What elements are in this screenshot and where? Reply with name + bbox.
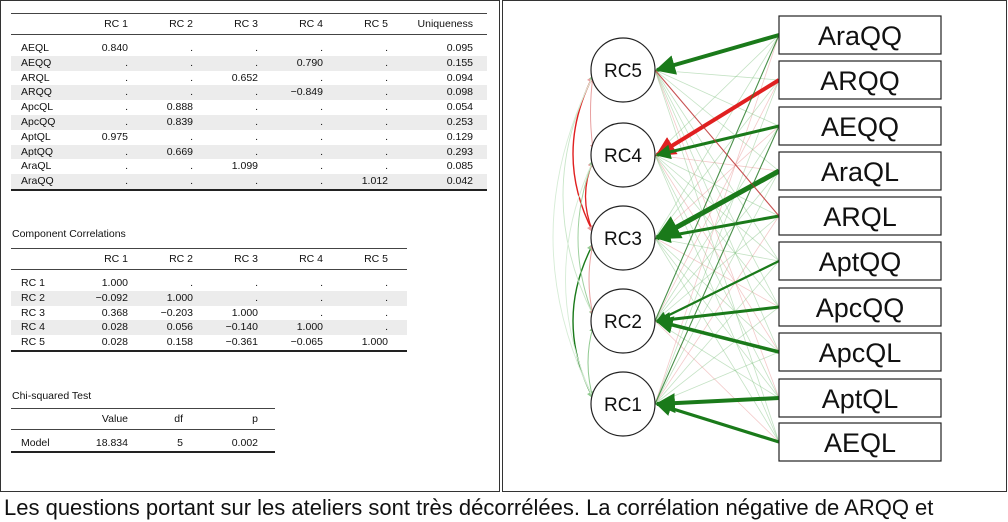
table-cell: . bbox=[125, 160, 128, 173]
component-loadings-table bbox=[11, 13, 487, 191]
variable-node bbox=[779, 107, 941, 145]
main-loading-edge bbox=[657, 261, 779, 321]
table-row bbox=[11, 306, 407, 321]
row-label: RC 5 bbox=[21, 336, 45, 349]
table-cell: . bbox=[320, 291, 323, 304]
row-label: AEQQ bbox=[21, 56, 52, 69]
variable-node bbox=[779, 16, 941, 54]
row-label: AraQQ bbox=[21, 175, 54, 188]
component-node bbox=[591, 206, 655, 270]
table-cell: 0.652 bbox=[231, 71, 258, 84]
component-label: RC4 bbox=[603, 146, 643, 167]
row-label: AptQL bbox=[21, 130, 51, 143]
table-cell: . bbox=[255, 175, 258, 188]
table-row bbox=[11, 335, 407, 350]
table-cell: 0.028 bbox=[101, 336, 128, 349]
table-cell: . bbox=[385, 321, 388, 334]
table-cell: . bbox=[385, 291, 388, 304]
main-loading-edge bbox=[657, 398, 779, 404]
table-row bbox=[11, 100, 487, 115]
table-cell: . bbox=[320, 175, 323, 188]
row-label: AraQL bbox=[21, 160, 52, 173]
table-cell: −0.849 bbox=[290, 86, 323, 99]
variable-label: AptQQ bbox=[818, 247, 902, 277]
table-cell: . bbox=[125, 115, 128, 128]
component-node bbox=[591, 289, 655, 353]
cross-loading-edge bbox=[655, 70, 779, 307]
variable-label: AEQL bbox=[823, 428, 897, 458]
table-header bbox=[11, 13, 487, 35]
table-cell: . bbox=[385, 71, 388, 84]
table-cell: . bbox=[125, 71, 128, 84]
variable-node bbox=[779, 423, 941, 461]
table-cell: . bbox=[385, 130, 388, 143]
table-cell: 0.094 bbox=[446, 71, 473, 84]
variable-node bbox=[779, 242, 941, 280]
variable-label: AraQL bbox=[820, 157, 900, 187]
table-cell: . bbox=[255, 101, 258, 114]
table-row bbox=[11, 56, 487, 71]
variable-label: ApcQQ bbox=[815, 293, 905, 323]
column-header: Value bbox=[101, 413, 128, 425]
table-cell: . bbox=[385, 86, 388, 99]
table-row bbox=[11, 130, 487, 145]
table-cell: . bbox=[255, 42, 258, 54]
table-cell: . bbox=[255, 277, 258, 289]
table-cell: . bbox=[190, 175, 193, 188]
table-row bbox=[11, 71, 487, 86]
table-cell: 0.155 bbox=[446, 56, 473, 69]
table-cell: . bbox=[385, 306, 388, 319]
table-cell: 5 bbox=[177, 437, 183, 449]
table-cell: 1.000 bbox=[296, 321, 323, 334]
table-cell: 0.840 bbox=[101, 42, 128, 54]
table-row bbox=[11, 320, 407, 335]
table-cell: . bbox=[125, 175, 128, 188]
table-cell: . bbox=[125, 145, 128, 158]
table-row bbox=[11, 145, 487, 160]
variable-label: AraQQ bbox=[817, 21, 903, 51]
column-header: RC 4 bbox=[299, 253, 323, 265]
component-label: RC5 bbox=[603, 61, 643, 82]
variable-label: ARQQ bbox=[820, 66, 900, 96]
table-cell: 1.000 bbox=[166, 291, 193, 304]
table-cell: −0.092 bbox=[95, 291, 128, 304]
row-label: RC 3 bbox=[21, 306, 45, 319]
table-row bbox=[11, 85, 487, 100]
table-cell: 0.054 bbox=[446, 101, 473, 114]
component-covariance-arc bbox=[553, 76, 593, 398]
row-label: ApcQL bbox=[21, 101, 54, 114]
variable-label: AEQQ bbox=[820, 112, 900, 142]
table-cell: . bbox=[385, 42, 388, 54]
table-cell: . bbox=[255, 56, 258, 69]
table-cell: 18.834 bbox=[95, 437, 128, 449]
table-cell: 0.098 bbox=[446, 86, 473, 99]
table-cell: . bbox=[190, 56, 193, 69]
row-label: ARQL bbox=[21, 71, 50, 84]
table-cell: . bbox=[190, 277, 193, 289]
variable-node bbox=[779, 61, 941, 99]
table-cell: . bbox=[190, 130, 193, 143]
component-node bbox=[591, 372, 655, 436]
results-panel bbox=[0, 0, 500, 492]
column-header: RC 5 bbox=[364, 253, 388, 265]
variable-label: AptQL bbox=[821, 384, 899, 414]
table-cell: . bbox=[320, 101, 323, 114]
component-node bbox=[591, 123, 655, 187]
table-cell: 0.056 bbox=[166, 321, 193, 334]
table-cell: 0.368 bbox=[101, 306, 128, 319]
table-row bbox=[11, 291, 407, 306]
table-cell: 0.293 bbox=[446, 145, 473, 158]
table-cell: . bbox=[385, 145, 388, 158]
table-cell: −0.065 bbox=[290, 336, 323, 349]
cross-loading-edge bbox=[655, 80, 779, 238]
row-label: RC 1 bbox=[21, 277, 45, 289]
main-loading-edge bbox=[657, 321, 779, 352]
column-header: RC 3 bbox=[234, 253, 258, 265]
table-cell: . bbox=[385, 56, 388, 69]
chi-squared-table bbox=[11, 408, 275, 453]
table-cell: . bbox=[190, 42, 193, 54]
component-node bbox=[591, 38, 655, 102]
row-label: ApcQQ bbox=[21, 115, 56, 128]
table-cell: . bbox=[125, 101, 128, 114]
table-cell: −0.203 bbox=[160, 306, 193, 319]
variable-label: ARQL bbox=[823, 202, 897, 232]
table-cell: 1.099 bbox=[231, 160, 258, 173]
table-cell: . bbox=[320, 145, 323, 158]
table-cell: 0.158 bbox=[166, 336, 193, 349]
table-cell: . bbox=[255, 145, 258, 158]
table-cell: 0.042 bbox=[446, 175, 473, 188]
table-cell: . bbox=[320, 306, 323, 319]
table-header bbox=[11, 248, 407, 270]
variable-label: ApcQL bbox=[818, 338, 902, 368]
row-label: Model bbox=[21, 437, 50, 449]
table-cell: 0.253 bbox=[446, 115, 473, 128]
table-cell: −0.140 bbox=[225, 321, 258, 334]
table-cell: 0.129 bbox=[446, 130, 473, 143]
table-cell: 0.669 bbox=[166, 145, 193, 158]
table-cell: 0.975 bbox=[101, 130, 128, 143]
table-cell: . bbox=[190, 86, 193, 99]
table-cell: . bbox=[190, 71, 193, 84]
variable-node bbox=[779, 152, 941, 190]
table-cell: 1.000 bbox=[101, 277, 128, 289]
row-label: RC 2 bbox=[21, 291, 45, 304]
table-cell: . bbox=[320, 115, 323, 128]
table-row bbox=[11, 41, 487, 56]
component-label: RC1 bbox=[603, 395, 643, 416]
cross-loading-edge bbox=[655, 70, 779, 261]
table-cell: . bbox=[320, 160, 323, 173]
table-cell: 0.085 bbox=[446, 160, 473, 173]
table-row bbox=[11, 436, 275, 451]
correlations-title: Component Correlations bbox=[12, 228, 126, 240]
table-cell: . bbox=[385, 160, 388, 173]
table-cell: . bbox=[320, 71, 323, 84]
column-header: RC 3 bbox=[234, 18, 258, 30]
table-row bbox=[11, 159, 487, 174]
table-cell: 0.095 bbox=[446, 42, 473, 54]
table-cell: . bbox=[125, 86, 128, 99]
table-row bbox=[11, 115, 487, 130]
main-loading-edge bbox=[657, 404, 779, 442]
table-row bbox=[11, 174, 487, 189]
table-cell: . bbox=[385, 277, 388, 289]
table-cell: . bbox=[385, 115, 388, 128]
table-cell: . bbox=[255, 115, 258, 128]
component-label: RC2 bbox=[603, 312, 643, 333]
variable-node bbox=[779, 197, 941, 235]
table-header bbox=[11, 408, 275, 430]
component-covariance-arc bbox=[573, 76, 593, 232]
column-header: RC 2 bbox=[169, 18, 193, 30]
cross-loading-edge bbox=[655, 70, 779, 171]
chisq-title: Chi-squared Test bbox=[12, 390, 92, 402]
table-cell: 1.000 bbox=[361, 336, 388, 349]
component-label: RC3 bbox=[603, 229, 643, 250]
column-header: RC 1 bbox=[104, 18, 128, 30]
caption-text: Les questions portant sur les ateliers sont très décorrélées. La corrélation négative de ARQQ et bbox=[4, 495, 934, 520]
table-cell: . bbox=[125, 56, 128, 69]
table-cell: 0.839 bbox=[166, 115, 193, 128]
column-header: RC 5 bbox=[364, 18, 388, 30]
table-cell: 1.000 bbox=[231, 306, 258, 319]
row-label: AEQL bbox=[21, 42, 50, 54]
table-cell: 0.028 bbox=[101, 321, 128, 334]
variable-node bbox=[779, 379, 941, 417]
table-cell: . bbox=[320, 130, 323, 143]
component-correlations-table bbox=[11, 248, 407, 352]
cross-loading-edge bbox=[655, 70, 779, 442]
column-header: p bbox=[252, 413, 258, 425]
table-cell: −0.361 bbox=[225, 336, 258, 349]
cross-loading-edge bbox=[655, 238, 779, 307]
table-cell: . bbox=[320, 277, 323, 289]
row-label: ARQQ bbox=[21, 86, 52, 99]
column-header: RC 4 bbox=[299, 18, 323, 30]
cross-loading-edge bbox=[655, 155, 779, 352]
table-cell: 0.790 bbox=[296, 56, 323, 69]
table-cell: . bbox=[190, 160, 193, 173]
path-diagram-panel bbox=[502, 0, 1007, 492]
row-label: AptQQ bbox=[21, 145, 54, 158]
table-cell: . bbox=[255, 291, 258, 304]
variable-node bbox=[779, 288, 941, 326]
column-header: Uniqueness bbox=[417, 18, 473, 30]
column-header: RC 2 bbox=[169, 253, 193, 265]
column-header: RC 1 bbox=[104, 253, 128, 265]
path-diagram bbox=[503, 1, 1007, 492]
table-cell: 1.012 bbox=[361, 175, 388, 188]
table-cell: . bbox=[255, 130, 258, 143]
variable-node bbox=[779, 333, 941, 371]
row-label: RC 4 bbox=[21, 321, 45, 334]
table-cell: . bbox=[320, 42, 323, 54]
table-row bbox=[11, 276, 407, 291]
table-cell: 0.002 bbox=[231, 437, 258, 449]
table-cell: . bbox=[385, 101, 388, 114]
component-covariance-arc bbox=[591, 76, 594, 149]
table-cell: 0.888 bbox=[166, 101, 193, 114]
column-header: df bbox=[174, 413, 183, 425]
table-cell: . bbox=[255, 86, 258, 99]
